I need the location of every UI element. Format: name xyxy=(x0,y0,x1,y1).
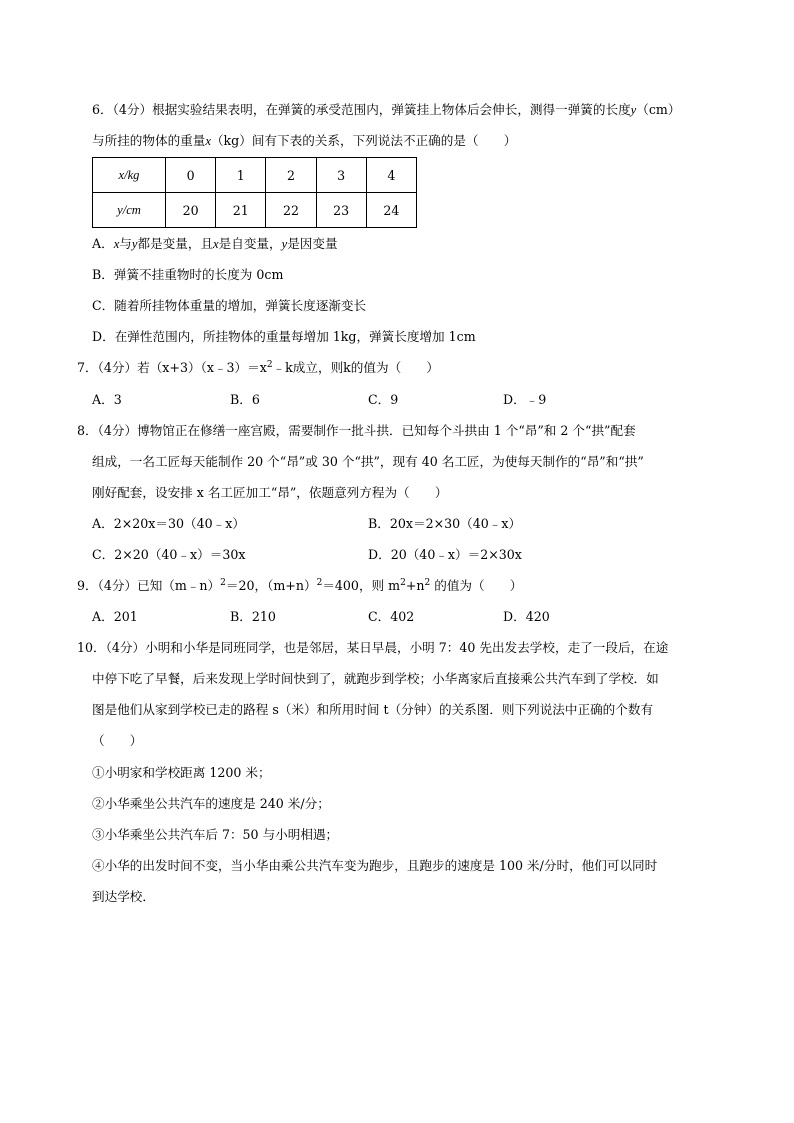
q6-line2-b: 间有下表的关系，下列说法不正确的是（ ） xyxy=(251,133,517,148)
q7-option-c: C．9 xyxy=(368,392,399,407)
exponent: 2 xyxy=(400,578,406,588)
q9-stem-b: ＝20，（m+n） xyxy=(225,578,317,593)
q6-option-b: B．弹簧不挂重物时的长度为 0cm xyxy=(92,267,284,282)
q7-stem xyxy=(77,359,439,377)
q8-line1: 8．（4分）博物馆正在修缮一座宫殿，需要制作一批斗拱．已知每个斗拱由 1 个“昂”和 2 个“拱”配套 xyxy=(77,423,636,438)
table-cell: 1 xyxy=(216,158,266,193)
option-label: A． xyxy=(92,236,114,251)
table-cell: 0 xyxy=(166,158,216,193)
q6-number: 6． xyxy=(92,102,113,117)
table-cell: 24 xyxy=(366,193,416,228)
q6-data-table xyxy=(92,157,417,228)
q9-stem-c: ＝400，则 m xyxy=(322,578,401,593)
table-header-cell: y/cm xyxy=(93,193,166,228)
option-text: 是自变量， xyxy=(218,236,282,251)
table-cell: 4 xyxy=(366,158,416,193)
var-x: x xyxy=(113,237,120,251)
q6-var-x: x xyxy=(205,134,211,148)
q7-option-d: D．﹣9 xyxy=(503,392,547,407)
option-text: 都是变量，且 xyxy=(137,236,214,251)
table-cell: 23 xyxy=(316,193,366,228)
q7-stem-a: 7．（4分）若（x+3）（x﹣3）＝x xyxy=(77,360,267,375)
q7-option-b: B．6 xyxy=(230,392,260,407)
q6-score: （4分） xyxy=(112,102,153,117)
q8-option-a: A．2×20x＝30（40﹣x） xyxy=(92,516,245,531)
table-cell: 3 xyxy=(316,158,366,193)
q9-option-d: D．420 xyxy=(503,609,550,624)
q9-option-b: B．210 xyxy=(230,609,276,624)
q10-line4: （ ） xyxy=(92,733,143,748)
q9-stem-d: +n xyxy=(405,578,425,593)
q10-statement-1: ①小明家和学校距离 1200 米； xyxy=(92,765,271,780)
var-y: y xyxy=(281,237,288,251)
q8-line2: 组成，一名工匠每天能制作 20 个“昂”或 30 个“拱”，现有 40 名工匠，为使每天制作的“昂”和“拱” xyxy=(92,454,644,469)
table-cell: 2 xyxy=(266,158,316,193)
q9-stem-a: 9．（4分）已知（m﹣n） xyxy=(77,578,221,593)
exponent: 2 xyxy=(266,360,273,370)
table-cell: 20 xyxy=(166,193,216,228)
q9-stem xyxy=(77,577,522,595)
q6-line1-text: 根据实验结果表明，在弹簧的承受范围内，弹簧挂上物体后会伸长，测得一弹簧的长度 xyxy=(152,102,631,117)
exponent: 2 xyxy=(424,578,431,588)
q10-line1: 10．（4分）小明和小华是同班同学，也是邻居，某日早晨，小明 7：40 先出发去学校，走了一段后，在途 xyxy=(77,640,669,655)
q6-option-c: C．随着所挂物体重量的增加，弹簧长度逐渐变长 xyxy=(92,298,367,313)
q6-unit-cm: （cm） xyxy=(636,102,681,117)
q10-statement-4-cont: 到达学校． xyxy=(92,889,155,904)
q10-line3: 图是他们从家到学校已走的路程 s（米）和所用时间 t（分钟）的关系图．则下列说法中正确的个数有 xyxy=(92,702,654,717)
table-cell: 21 xyxy=(216,193,266,228)
q6-option-a xyxy=(92,235,338,253)
q9-option-c: C．402 xyxy=(368,609,415,624)
table-header-cell: x/kg xyxy=(93,158,166,193)
table-row xyxy=(93,158,417,193)
exponent: 2 xyxy=(316,578,323,588)
q6-var-y: y xyxy=(630,103,637,117)
q7-option-a: A．3 xyxy=(92,392,122,407)
q8-option-c: C．2×20（40﹣x）＝30x xyxy=(92,547,246,562)
var-y: y xyxy=(131,237,138,251)
q8-option-d: D．20（40﹣x）＝2×30x xyxy=(368,547,522,562)
exponent: 2 xyxy=(220,578,226,588)
q7-stem-b: ﹣k成立，则k的值为（ ） xyxy=(272,360,439,375)
q6-option-d: D．在弹性范围内，所挂物体的重量每增加 1kg，弹簧长度增加 1cm xyxy=(92,329,476,344)
table-cell: 22 xyxy=(266,193,316,228)
var-x: x xyxy=(213,237,219,251)
q8-option-b: B．20x＝2×30（40﹣x） xyxy=(368,516,522,531)
q10-statement-3: ③小华乘坐公共汽车后 7：50 与小明相遇； xyxy=(92,827,339,842)
q6-line2-a: 与所挂的物体的重量 xyxy=(92,133,206,148)
q10-statement-2: ②小华乘坐公共汽车的速度是 240 米/分； xyxy=(92,796,330,811)
q9-stem-e: 的值为（ ） xyxy=(430,578,523,593)
q10-line2: 中停下吃了早餐，后来发现上学时间快到了，就跑步到学校；小华离家后直接乘公共汽车到了学校．如 xyxy=(92,671,659,686)
q9-option-a: A．201 xyxy=(92,609,138,624)
option-text: 与 xyxy=(119,236,132,251)
q6-unit-kg: （kg） xyxy=(210,133,252,148)
q6-line2 xyxy=(92,132,516,150)
q10-statement-4: ④小华的出发时间不变，当小华由乘公共汽车变为跑步，且跑步的速度是 100 米/分时，他们可以同时 xyxy=(92,858,658,873)
q6-line1 xyxy=(92,101,680,119)
table-row xyxy=(93,193,417,228)
option-text: 是因变量 xyxy=(287,236,338,251)
q8-line3: 刚好配套，设安排 x 名工匠加工“昂”，依题意列方程为（ ） xyxy=(92,485,448,500)
